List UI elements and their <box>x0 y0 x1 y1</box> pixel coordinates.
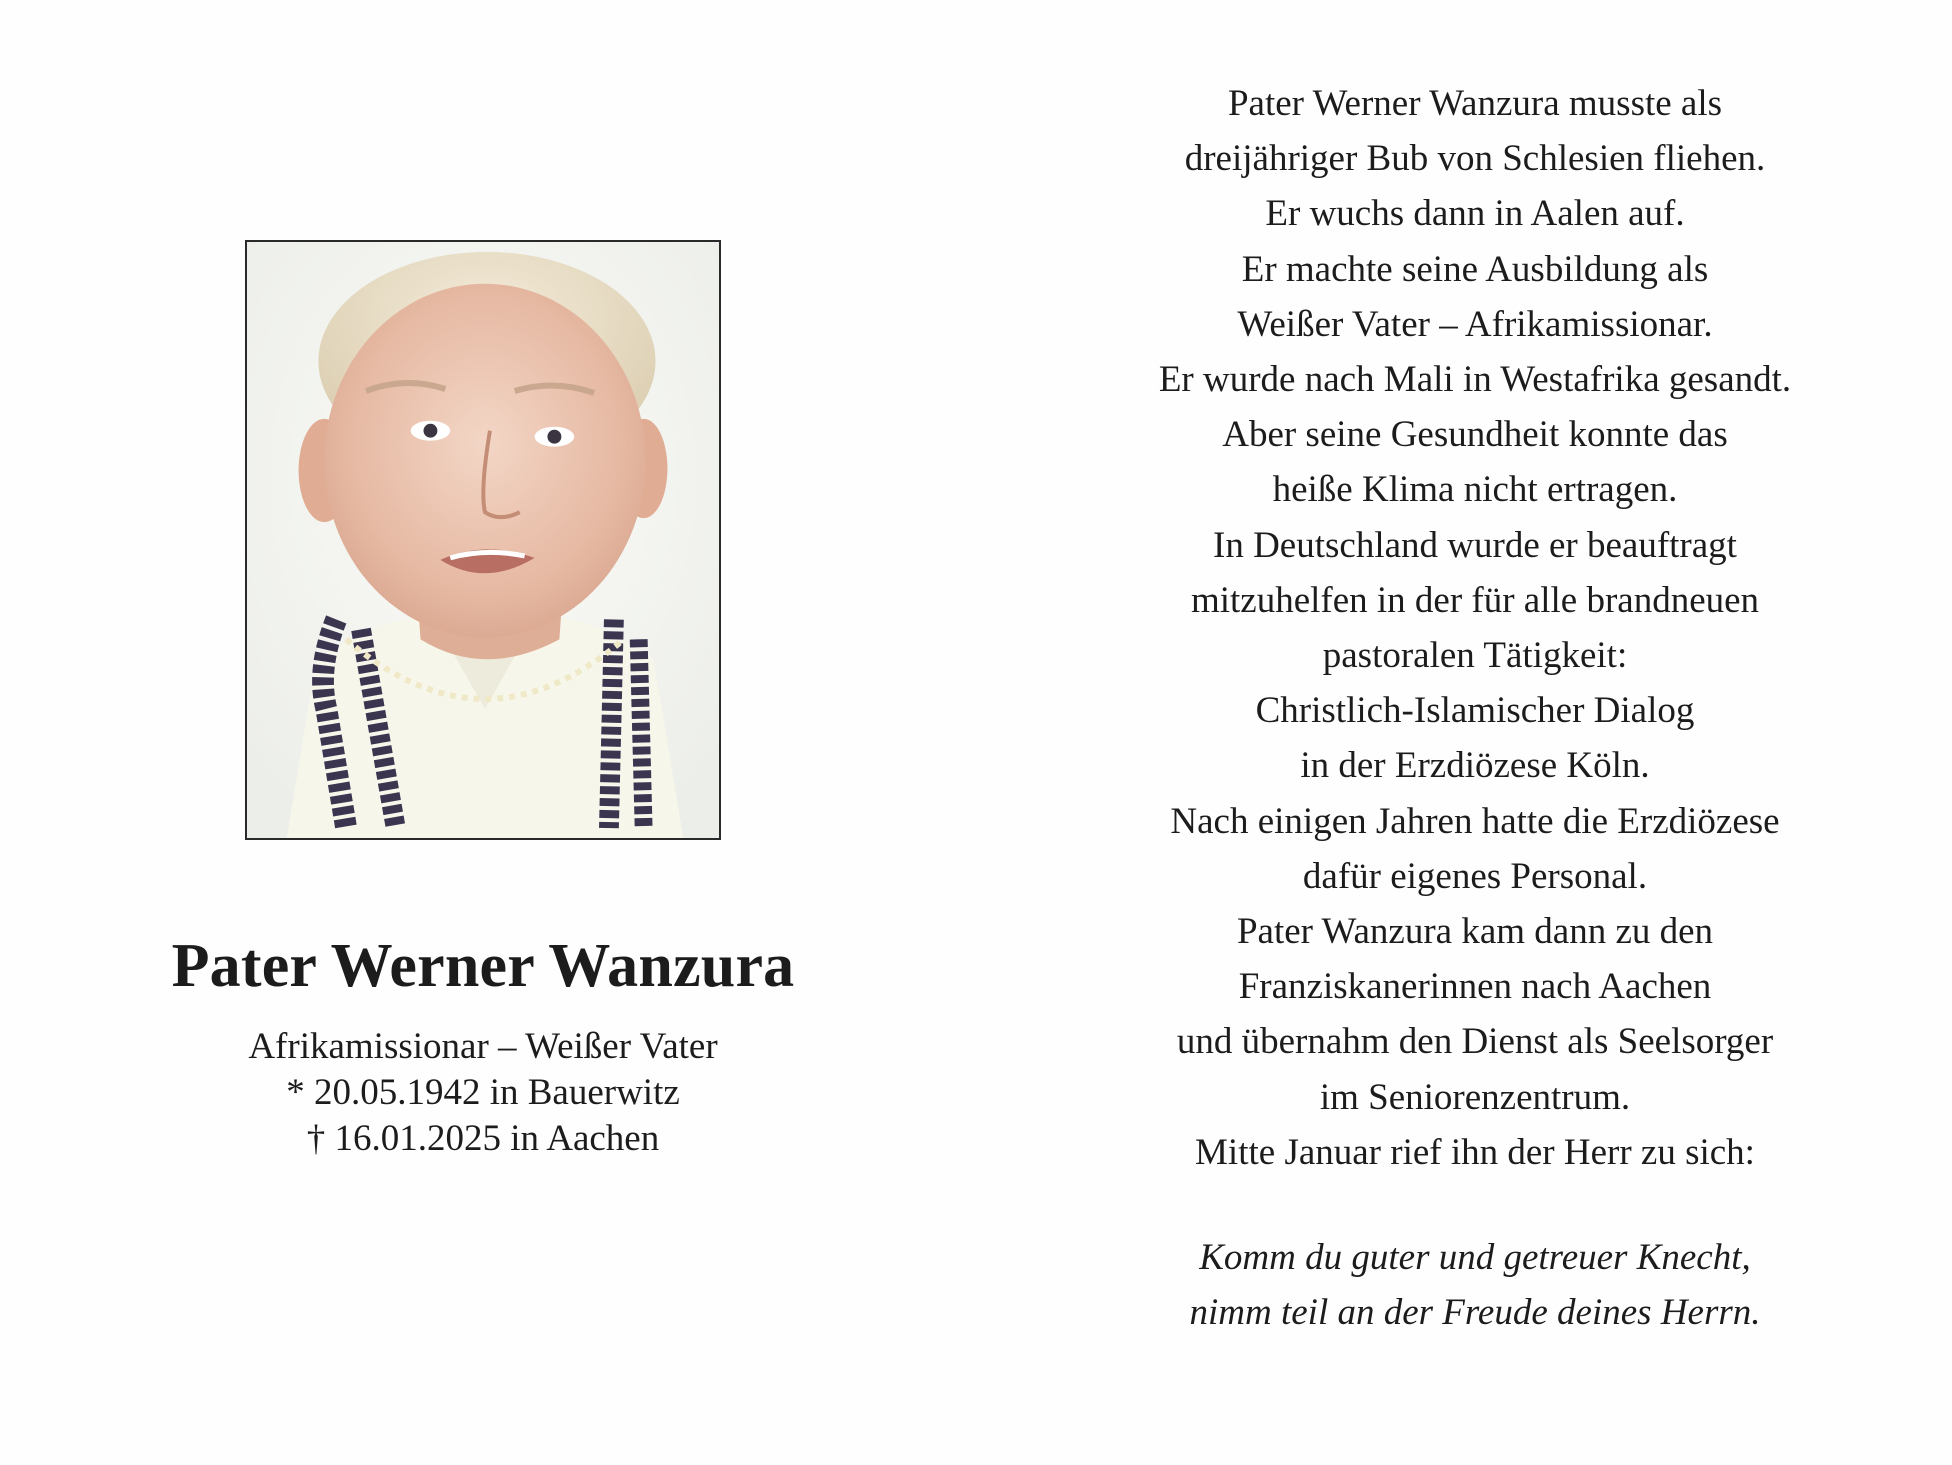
text-line: In Deutschland wurde er beauftragt <box>1213 524 1737 566</box>
text-line: Aber seine Gesundheit konnte das <box>1222 414 1728 456</box>
text-line: Christlich-Islamischer Dialog <box>1255 690 1695 732</box>
text-line: Er machte seine Ausbildung als <box>1241 248 1709 290</box>
text-line: Er wuchs dann in Aalen auf. <box>1265 193 1685 235</box>
biography-text <box>1000 76 1950 1180</box>
text-line: Pater Werner Wanzura musste als <box>1227 83 1723 124</box>
text-line: in der Erzdiözese Köln. <box>1300 745 1650 787</box>
life-details <box>80 1024 886 1162</box>
text-line: Franziskanerinnen nach Aachen <box>1238 966 1712 1008</box>
text-line: dafür eigenes Personal. <box>1302 855 1648 897</box>
text-line: im Seniorenzentrum. <box>1319 1076 1631 1118</box>
subtitle: Afrikamissionar – Weißer Vater <box>248 1026 718 1067</box>
deceased-name: Pater Werner Wanzura <box>171 932 795 1000</box>
quote-line: Komm du guter und getreuer Knecht, <box>1199 1237 1751 1278</box>
text-line: Pater Wanzura kam dann zu den <box>1236 911 1714 953</box>
portrait-photo <box>245 240 721 840</box>
birth-date: * 20.05.1942 in Bauerwitz <box>286 1072 680 1113</box>
quote-line: nimm teil an der Freude deines Herrn. <box>1189 1292 1761 1333</box>
text-line: heiße Klima nicht ertragen. <box>1272 469 1678 511</box>
closing-quote <box>1000 1230 1950 1340</box>
text-line: und übernahm den Dienst als Seelsorger <box>1176 1021 1774 1063</box>
text-line: mitzuhelfen in der für alle brandneuen <box>1190 579 1760 621</box>
text-line: Nach einigen Jahren hatte die Erzdiözese <box>1170 800 1780 842</box>
text-line: Weißer Vater – Afrikamissionar. <box>1237 303 1713 345</box>
text-line: Mitte Januar rief ihn der Herr zu sich: <box>1195 1131 1755 1173</box>
portrait-image <box>247 242 719 838</box>
text-line: dreijähriger Bub von Schlesien fliehen. <box>1184 138 1766 180</box>
text-line: Er wurde nach Mali in Westafrika gesandt. <box>1158 359 1792 401</box>
death-date: † 16.01.2025 in Aachen <box>306 1118 660 1159</box>
text-line: pastoralen Tätigkeit: <box>1322 635 1628 677</box>
